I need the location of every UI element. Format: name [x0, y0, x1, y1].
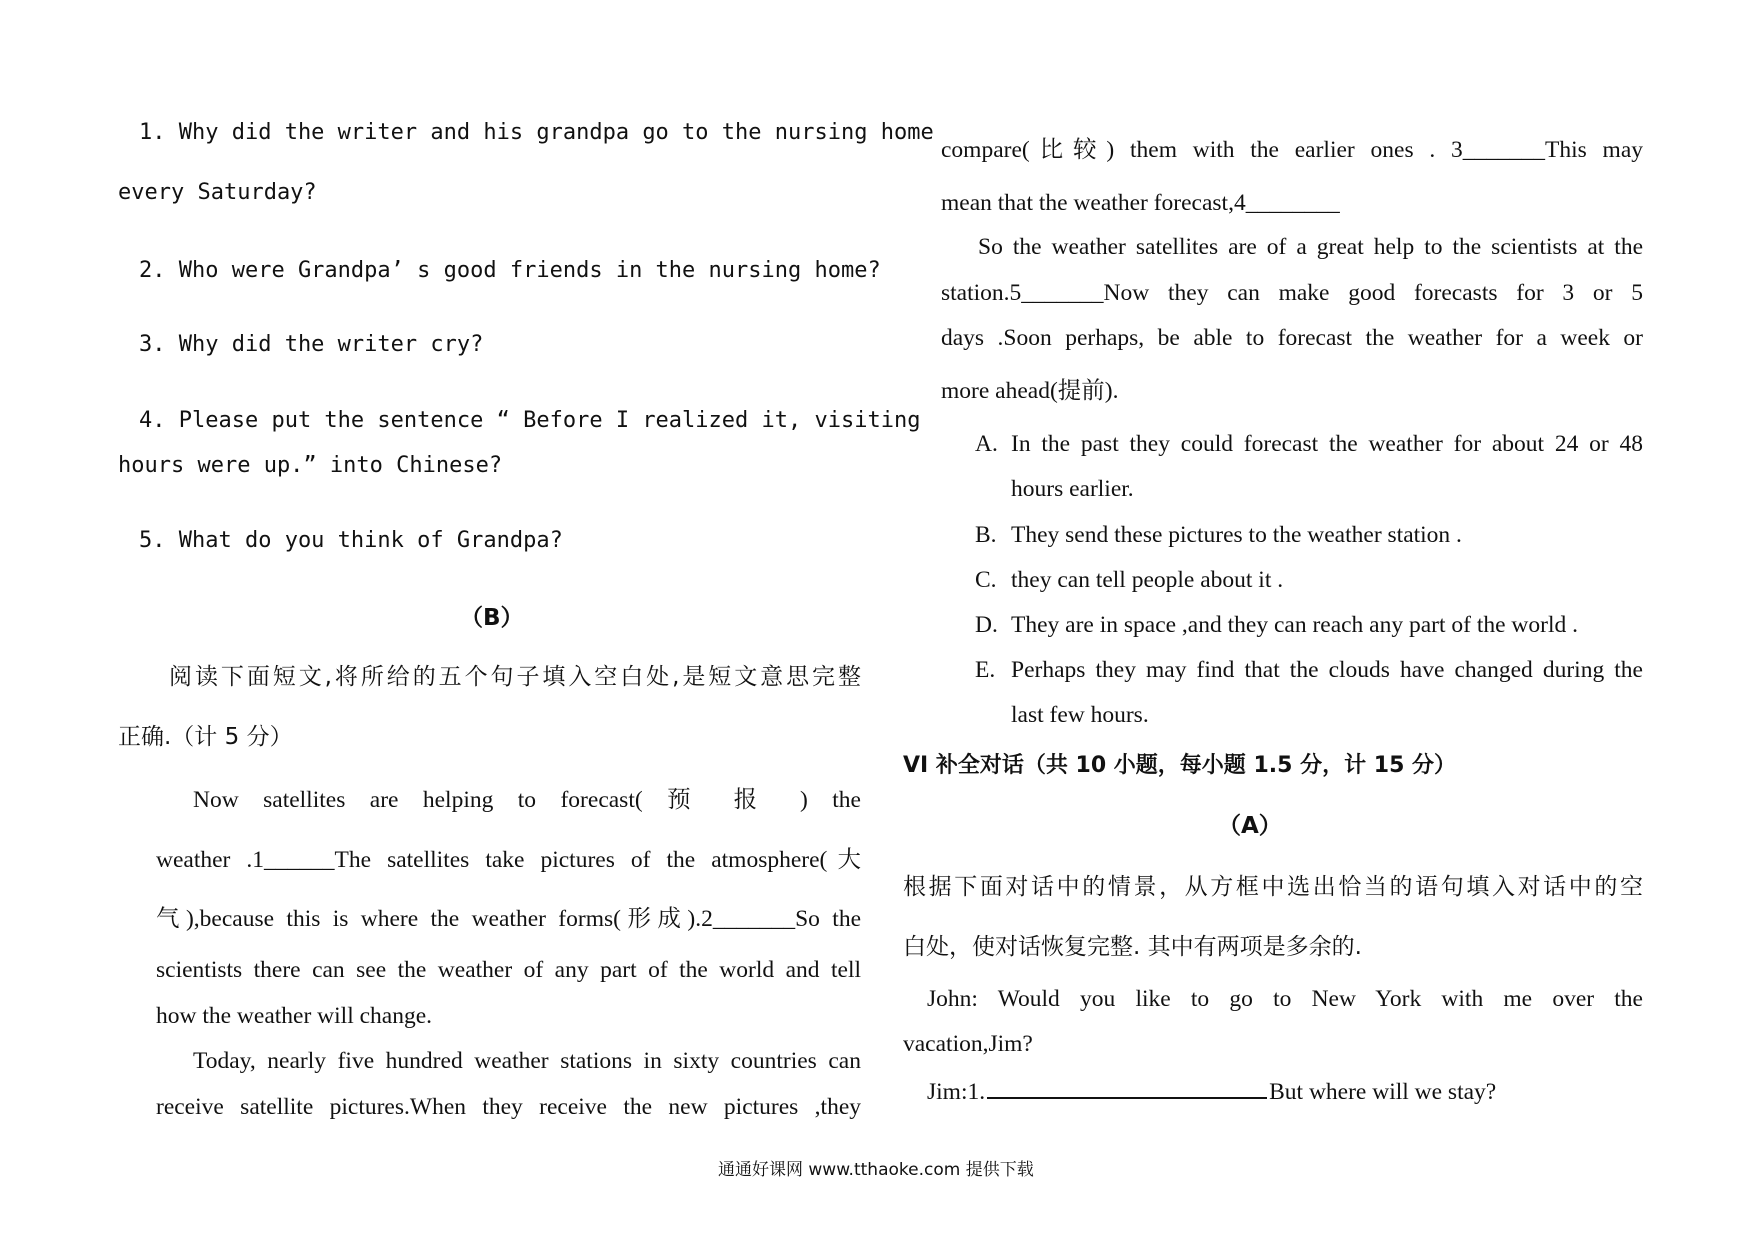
option-e-line-2: last few hours. [1011, 702, 1149, 728]
option-d-letter: D. [975, 612, 998, 638]
option-b-letter: B. [975, 522, 997, 548]
dialogue-jim-line [927, 1075, 1496, 1106]
question-4-line-2: hours were up.” into Chinese? [118, 453, 503, 478]
instruction2-line-1: 根据下面对话中的情景，从方框中选出恰当的语句填入对话中的空 [903, 874, 1643, 900]
question-1-line-1: 1. Why did the writer and his grandpa go to the nursing home [139, 120, 934, 145]
jim-prefix: Jim:1. [927, 1079, 986, 1105]
option-a-line-1: In the past they could forecast the weather for about 24 or 48 [1011, 431, 1643, 457]
footer-source: 通通好课网 www.tthaoke.com 提供下载 [718, 1160, 1034, 1180]
option-e-letter: E. [975, 657, 996, 683]
passage-line-2: weather .1______The satellites take pictures of the atmosphere(大 [156, 847, 861, 873]
passage-line-13: more ahead(提前). [941, 378, 1119, 404]
option-d-text: They are in space ,and they can reach any part of the world . [1011, 612, 1579, 638]
question-4-line-1: 4. Please put the sentence “ Before I realized it, visiting [139, 408, 921, 433]
passage-line-10: So the weather satellites are of a great help to the scientists at the [978, 234, 1643, 260]
option-c-text: they can tell people about it . [1011, 567, 1284, 593]
question-5: 5. What do you think of Grandpa? [139, 528, 563, 553]
passage-line-1: Now satellites are helping to forecast( 预 报 ) the [193, 787, 861, 813]
section-b-heading: （B） [460, 605, 524, 631]
jim-suffix: But where will we stay? [1269, 1079, 1497, 1105]
question-3: 3. Why did the writer cry? [139, 332, 484, 357]
passage-line-11: station.5_______Now they can make good forecasts for 3 or 5 [941, 280, 1643, 306]
question-1-line-2: every Saturday? [118, 180, 317, 205]
instruction-line-1: 阅读下面短文,将所给的五个句子填入空白处,是短文意思完整 [169, 664, 861, 690]
instruction2-line-2: 白处，使对话恢复完整. 其中有两项是多余的. [903, 934, 1362, 960]
dialogue-john-line-2: vacation,Jim? [903, 1031, 1033, 1057]
answer-blank-1[interactable] [987, 1075, 1267, 1099]
dialogue-john-line-1: John: Would you like to go to New York with me over the [927, 986, 1643, 1012]
option-c-letter: C. [975, 567, 997, 593]
option-e-line-1: Perhaps they may find that the clouds have changed during the [1011, 657, 1643, 683]
instruction-line-2: 正确.（计 5 分） [118, 724, 293, 750]
option-a-line-2: hours earlier. [1011, 476, 1134, 502]
passage-line-3: 气),because this is where the weather forms(形成).2_______So the [156, 906, 861, 932]
passage-line-8: compare(比较) them with the earlier ones . 3_______This may [941, 137, 1643, 163]
section-vi-heading: VI 补全对话（共 10 小题，每小题 1.5 分，计 15 分） [903, 753, 1457, 778]
section-a-heading: （A） [1218, 813, 1282, 839]
passage-line-5: how the weather will change. [156, 1003, 433, 1029]
passage-line-7: receive satellite pictures.When they receive the new pictures ,they [156, 1094, 861, 1120]
passage-line-9: mean that the weather forecast,4________ [941, 190, 1340, 216]
passage-line-12: days .Soon perhaps, be able to forecast the weather for a week or [941, 325, 1643, 351]
option-b-text: They send these pictures to the weather station . [1011, 522, 1462, 548]
passage-line-6: Today, nearly five hundred weather stations in sixty countries can [193, 1048, 861, 1074]
option-a-letter: A. [975, 431, 998, 457]
passage-line-4: scientists there can see the weather of any part of the world and tell [156, 957, 861, 983]
question-2: 2. Who were Grandpa’ s good friends in the nursing home? [139, 258, 881, 283]
